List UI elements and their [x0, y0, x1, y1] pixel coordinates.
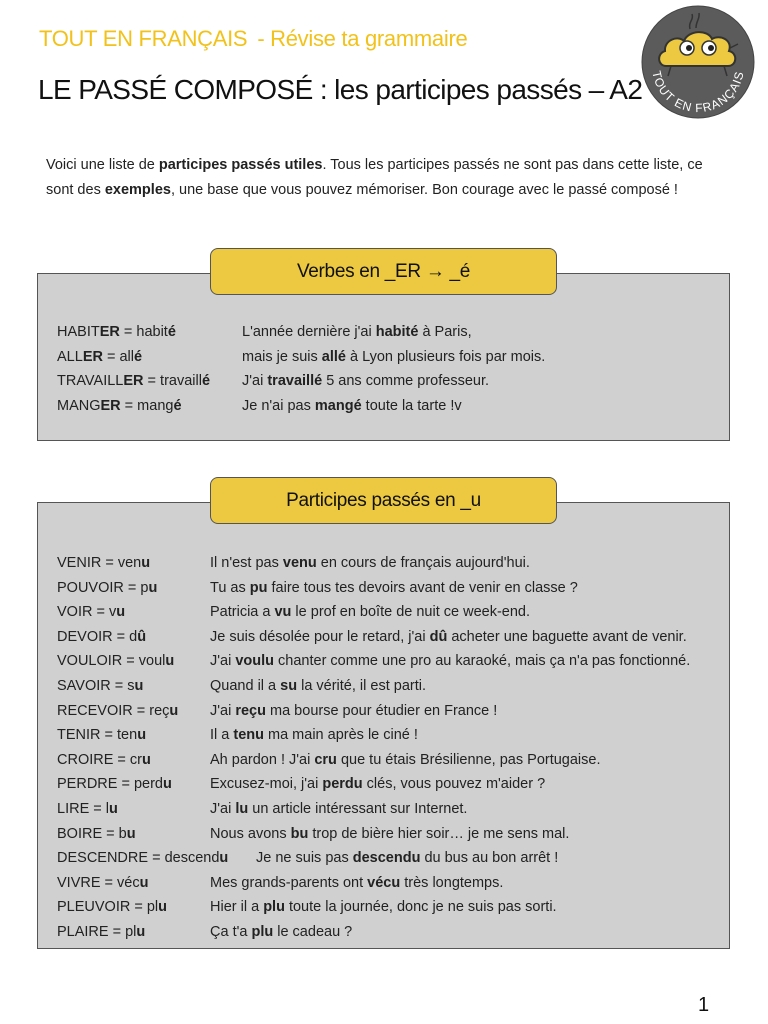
- example-text: mais je suis: [242, 348, 322, 365]
- verb-row: [0, 846, 768, 871]
- verb-bold: u: [126, 825, 136, 842]
- example-bold: tenu: [233, 727, 264, 744]
- verb-text: PERDRE = perd: [57, 776, 163, 793]
- example-text: J'ai: [210, 702, 236, 719]
- example-text: J'ai: [210, 800, 236, 817]
- verb-form: [57, 369, 210, 394]
- example-text: chanter comme une pro au karaoké, mais ça n'a pas fonctionné.: [274, 653, 691, 670]
- example-text: Je ne suis pas: [256, 850, 353, 867]
- example-bold: venu: [282, 555, 317, 571]
- example-bold: descendu: [352, 850, 421, 867]
- verb-row: [0, 895, 768, 920]
- verb-text: VOIR = v: [57, 604, 117, 621]
- verb-form: [57, 772, 172, 797]
- verb-form: [57, 576, 157, 601]
- verb-bold: u: [137, 727, 147, 744]
- verb-bold: u: [136, 923, 146, 940]
- verb-form: [57, 551, 150, 576]
- example-text: Je n'ai pas: [242, 397, 315, 414]
- example-sentence: [210, 551, 530, 576]
- verb-text: = all: [102, 348, 135, 365]
- intro-bold: exemples: [104, 181, 171, 198]
- verb-text: PLAIRE = pl: [57, 923, 137, 940]
- example-text: Il a: [210, 727, 234, 744]
- page-number: 1: [698, 994, 710, 1016]
- verb-bold: é: [173, 397, 182, 414]
- example-sentence: [210, 920, 352, 945]
- example-text: trop de bière hier soir… je me sens mal.: [308, 825, 570, 842]
- example-text: Nous avons: [210, 825, 291, 842]
- example-bold: perdu: [322, 776, 363, 793]
- verb-form: [57, 394, 182, 419]
- example-bold: mangé: [314, 397, 362, 414]
- verb-row: [0, 723, 768, 748]
- verb-row: [0, 320, 768, 345]
- example-text: du bus au bon arrêt !: [420, 850, 559, 867]
- verb-text: PLEUVOIR = pl: [57, 899, 159, 916]
- verb-row: [0, 625, 768, 650]
- verb-bold: u: [116, 604, 126, 621]
- example-text: Hier il a: [210, 899, 264, 916]
- example-bold: vu: [274, 604, 292, 621]
- brand-header: [39, 26, 467, 52]
- verb-text: VIVRE = véc: [57, 874, 140, 891]
- intro-text: . Tous les participes passés ne sont pas dans cette liste, ce sont des: [46, 156, 703, 198]
- example-text: Je suis désolée pour le retard, j'ai: [210, 628, 430, 645]
- example-text: un article intéressant sur Internet.: [248, 800, 468, 817]
- example-text: très longtemps.: [400, 874, 504, 891]
- verb-bold: u: [142, 751, 151, 768]
- verb-row: [0, 822, 768, 847]
- example-bold: dû: [429, 628, 448, 645]
- verb-text: CROIRE = cr: [57, 751, 142, 768]
- example-bold: plu: [251, 923, 274, 940]
- verb-form: [57, 846, 228, 871]
- example-bold: allé: [321, 348, 346, 365]
- example-text: à Lyon plusieurs fois par mois.: [345, 348, 546, 365]
- verb-form: [57, 674, 143, 699]
- verb-row: [0, 369, 768, 394]
- verb-bold: ER: [123, 373, 144, 390]
- example-sentence: [210, 723, 418, 748]
- intro-text: , une base que vous pouvez mémoriser. Bon courage avec le passé composé !: [170, 181, 678, 198]
- example-bold: habité: [375, 324, 419, 340]
- example-bold: plu: [263, 899, 285, 916]
- verb-text: RECEVOIR = reç: [57, 702, 170, 719]
- section-heading-u: Participes passés en _u: [210, 477, 557, 524]
- verb-bold: u: [162, 776, 172, 793]
- verb-form: [57, 822, 136, 847]
- verb-row: [0, 551, 768, 576]
- example-text: J'ai: [242, 373, 268, 390]
- verb-bold: u: [169, 702, 179, 719]
- example-text: la vérité, il est parti.: [297, 677, 426, 694]
- verb-row: [0, 649, 768, 674]
- verb-text: VENIR = ven: [57, 555, 142, 571]
- example-sentence: [210, 772, 545, 797]
- verb-bold: ER: [82, 348, 103, 365]
- example-text: à Paris,: [418, 324, 472, 340]
- verb-bold: u: [148, 579, 158, 596]
- verb-form: [57, 649, 174, 674]
- verb-bold: u: [158, 899, 167, 916]
- example-text: Ah pardon ! J'ai: [210, 751, 315, 768]
- example-sentence: [242, 345, 545, 370]
- verb-text: MANG: [57, 397, 101, 414]
- example-sentence: [210, 625, 687, 650]
- verb-bold: é: [201, 373, 211, 390]
- example-text: L'année dernière j'ai: [242, 324, 376, 340]
- verb-row: [0, 699, 768, 724]
- verb-form: [57, 871, 148, 896]
- verb-bold: u: [134, 677, 144, 694]
- verb-row: [0, 600, 768, 625]
- example-sentence: [210, 600, 530, 625]
- example-text: Ça t'a: [210, 923, 252, 940]
- example-text: Tu as: [210, 579, 250, 596]
- example-sentence: [210, 797, 467, 822]
- intro-bold: participes passés utiles: [158, 156, 323, 173]
- example-sentence: [210, 748, 601, 773]
- example-bold: vécu: [367, 874, 401, 891]
- verb-form: [57, 920, 145, 945]
- logo-svg: [638, 4, 758, 120]
- verb-row: [0, 674, 768, 699]
- example-sentence: [210, 822, 569, 847]
- verb-form: [57, 895, 167, 920]
- example-sentence: [242, 394, 462, 419]
- example-bold: bu: [290, 825, 309, 842]
- example-sentence: [210, 699, 497, 724]
- brand-subtitle: - Révise ta grammaire: [257, 26, 468, 51]
- example-text: le cadeau ?: [273, 923, 353, 940]
- example-text: J'ai: [210, 653, 236, 670]
- verb-list-er: [0, 320, 768, 418]
- verb-bold: u: [108, 800, 118, 817]
- verb-row: [0, 345, 768, 370]
- example-sentence: [210, 895, 557, 920]
- example-text: clés, vous pouvez m'aider ?: [362, 776, 546, 793]
- example-sentence: [242, 369, 489, 394]
- logo-text: TOUT EN FRANÇAIS: [649, 69, 747, 116]
- example-text: faire tous tes devoirs avant de venir en classe ?: [267, 579, 578, 596]
- verb-text: ALL: [57, 348, 83, 365]
- verb-text: TENIR = ten: [57, 727, 138, 744]
- example-text: Patricia a: [210, 604, 275, 621]
- verb-row: [0, 797, 768, 822]
- verb-bold: û: [137, 628, 147, 645]
- verb-form: [57, 625, 146, 650]
- verb-text: VOULOIR = voul: [57, 653, 166, 670]
- example-text: ma main après le ciné !: [263, 727, 418, 744]
- verb-bold: é: [167, 324, 176, 340]
- example-sentence: [210, 871, 503, 896]
- example-sentence: [242, 320, 472, 345]
- example-text: le prof en boîte de nuit ce week-end.: [291, 604, 531, 621]
- verb-row: [0, 576, 768, 601]
- verb-bold: ER: [99, 324, 120, 340]
- verb-bold: ER: [100, 397, 121, 414]
- example-bold: su: [280, 677, 298, 694]
- intro-text: Voici une liste de: [46, 156, 159, 173]
- example-text: en cours de français aujourd'hui.: [316, 555, 530, 571]
- example-text: Mes grands-parents ont: [210, 874, 368, 891]
- example-sentence: [210, 576, 578, 601]
- verb-bold: u: [165, 653, 175, 670]
- example-text: Il n'est pas: [210, 555, 283, 571]
- verb-form: [57, 600, 125, 625]
- example-bold: cru: [314, 751, 337, 768]
- intro-paragraph: [46, 153, 726, 203]
- verb-row: [0, 920, 768, 945]
- verb-row: [0, 748, 768, 773]
- verb-row: [0, 772, 768, 797]
- brand-name: TOUT EN FRANÇAIS: [39, 26, 248, 51]
- example-sentence: [256, 846, 558, 871]
- verb-form: [57, 748, 151, 773]
- verb-form: [57, 320, 176, 345]
- verb-text: HABIT: [57, 324, 100, 340]
- cloud-mascot-logo: [638, 4, 758, 120]
- verb-list-u: [0, 551, 768, 945]
- example-text: toute la journée, donc je ne suis pas sorti.: [284, 899, 557, 916]
- verb-form: [57, 345, 142, 370]
- verb-row: [0, 871, 768, 896]
- verb-form: [57, 723, 146, 748]
- verb-text: = mang: [120, 397, 174, 414]
- verb-bold: u: [219, 850, 229, 867]
- verb-text: POUVOIR = p: [57, 579, 149, 596]
- example-sentence: [210, 649, 690, 674]
- verb-text: TRAVAILL: [57, 373, 124, 390]
- example-text: 5 ans comme professeur.: [322, 373, 489, 390]
- verb-form: [57, 699, 178, 724]
- verb-bold: u: [139, 874, 149, 891]
- example-sentence: [210, 674, 426, 699]
- example-bold: pu: [249, 579, 268, 596]
- example-bold: travaillé: [267, 373, 323, 390]
- page-title: LE PASSÉ COMPOSÉ : les participes passés – A2: [38, 74, 643, 105]
- example-text: Excusez-moi, j'ai: [210, 776, 323, 793]
- example-bold: voulu: [235, 653, 275, 670]
- verb-form: [57, 797, 118, 822]
- example-text: que tu étais Brésilienne, pas Portugaise.: [336, 751, 601, 768]
- example-text: ma bourse pour étudier en France !: [265, 702, 498, 719]
- example-bold: lu: [235, 800, 249, 817]
- verb-bold: é: [134, 348, 143, 365]
- example-bold: reçu: [235, 702, 266, 719]
- verb-text: LIRE = l: [57, 800, 109, 817]
- example-text: toute la tarte !v: [361, 397, 462, 414]
- example-text: Quand il a: [210, 677, 281, 694]
- verb-text: = travaill: [143, 373, 202, 390]
- section-heading-er: Verbes en _ER → _é: [210, 248, 557, 295]
- verb-bold: u: [141, 555, 151, 571]
- verb-text: DEVOIR = d: [57, 628, 138, 645]
- example-text: acheter une baguette avant de venir.: [447, 628, 687, 645]
- verb-text: SAVOIR = s: [57, 677, 135, 694]
- verb-text: = habit: [119, 324, 168, 340]
- verb-row: [0, 394, 768, 419]
- verb-text: DESCENDRE = descend: [57, 850, 220, 867]
- verb-text: BOIRE = b: [57, 825, 127, 842]
